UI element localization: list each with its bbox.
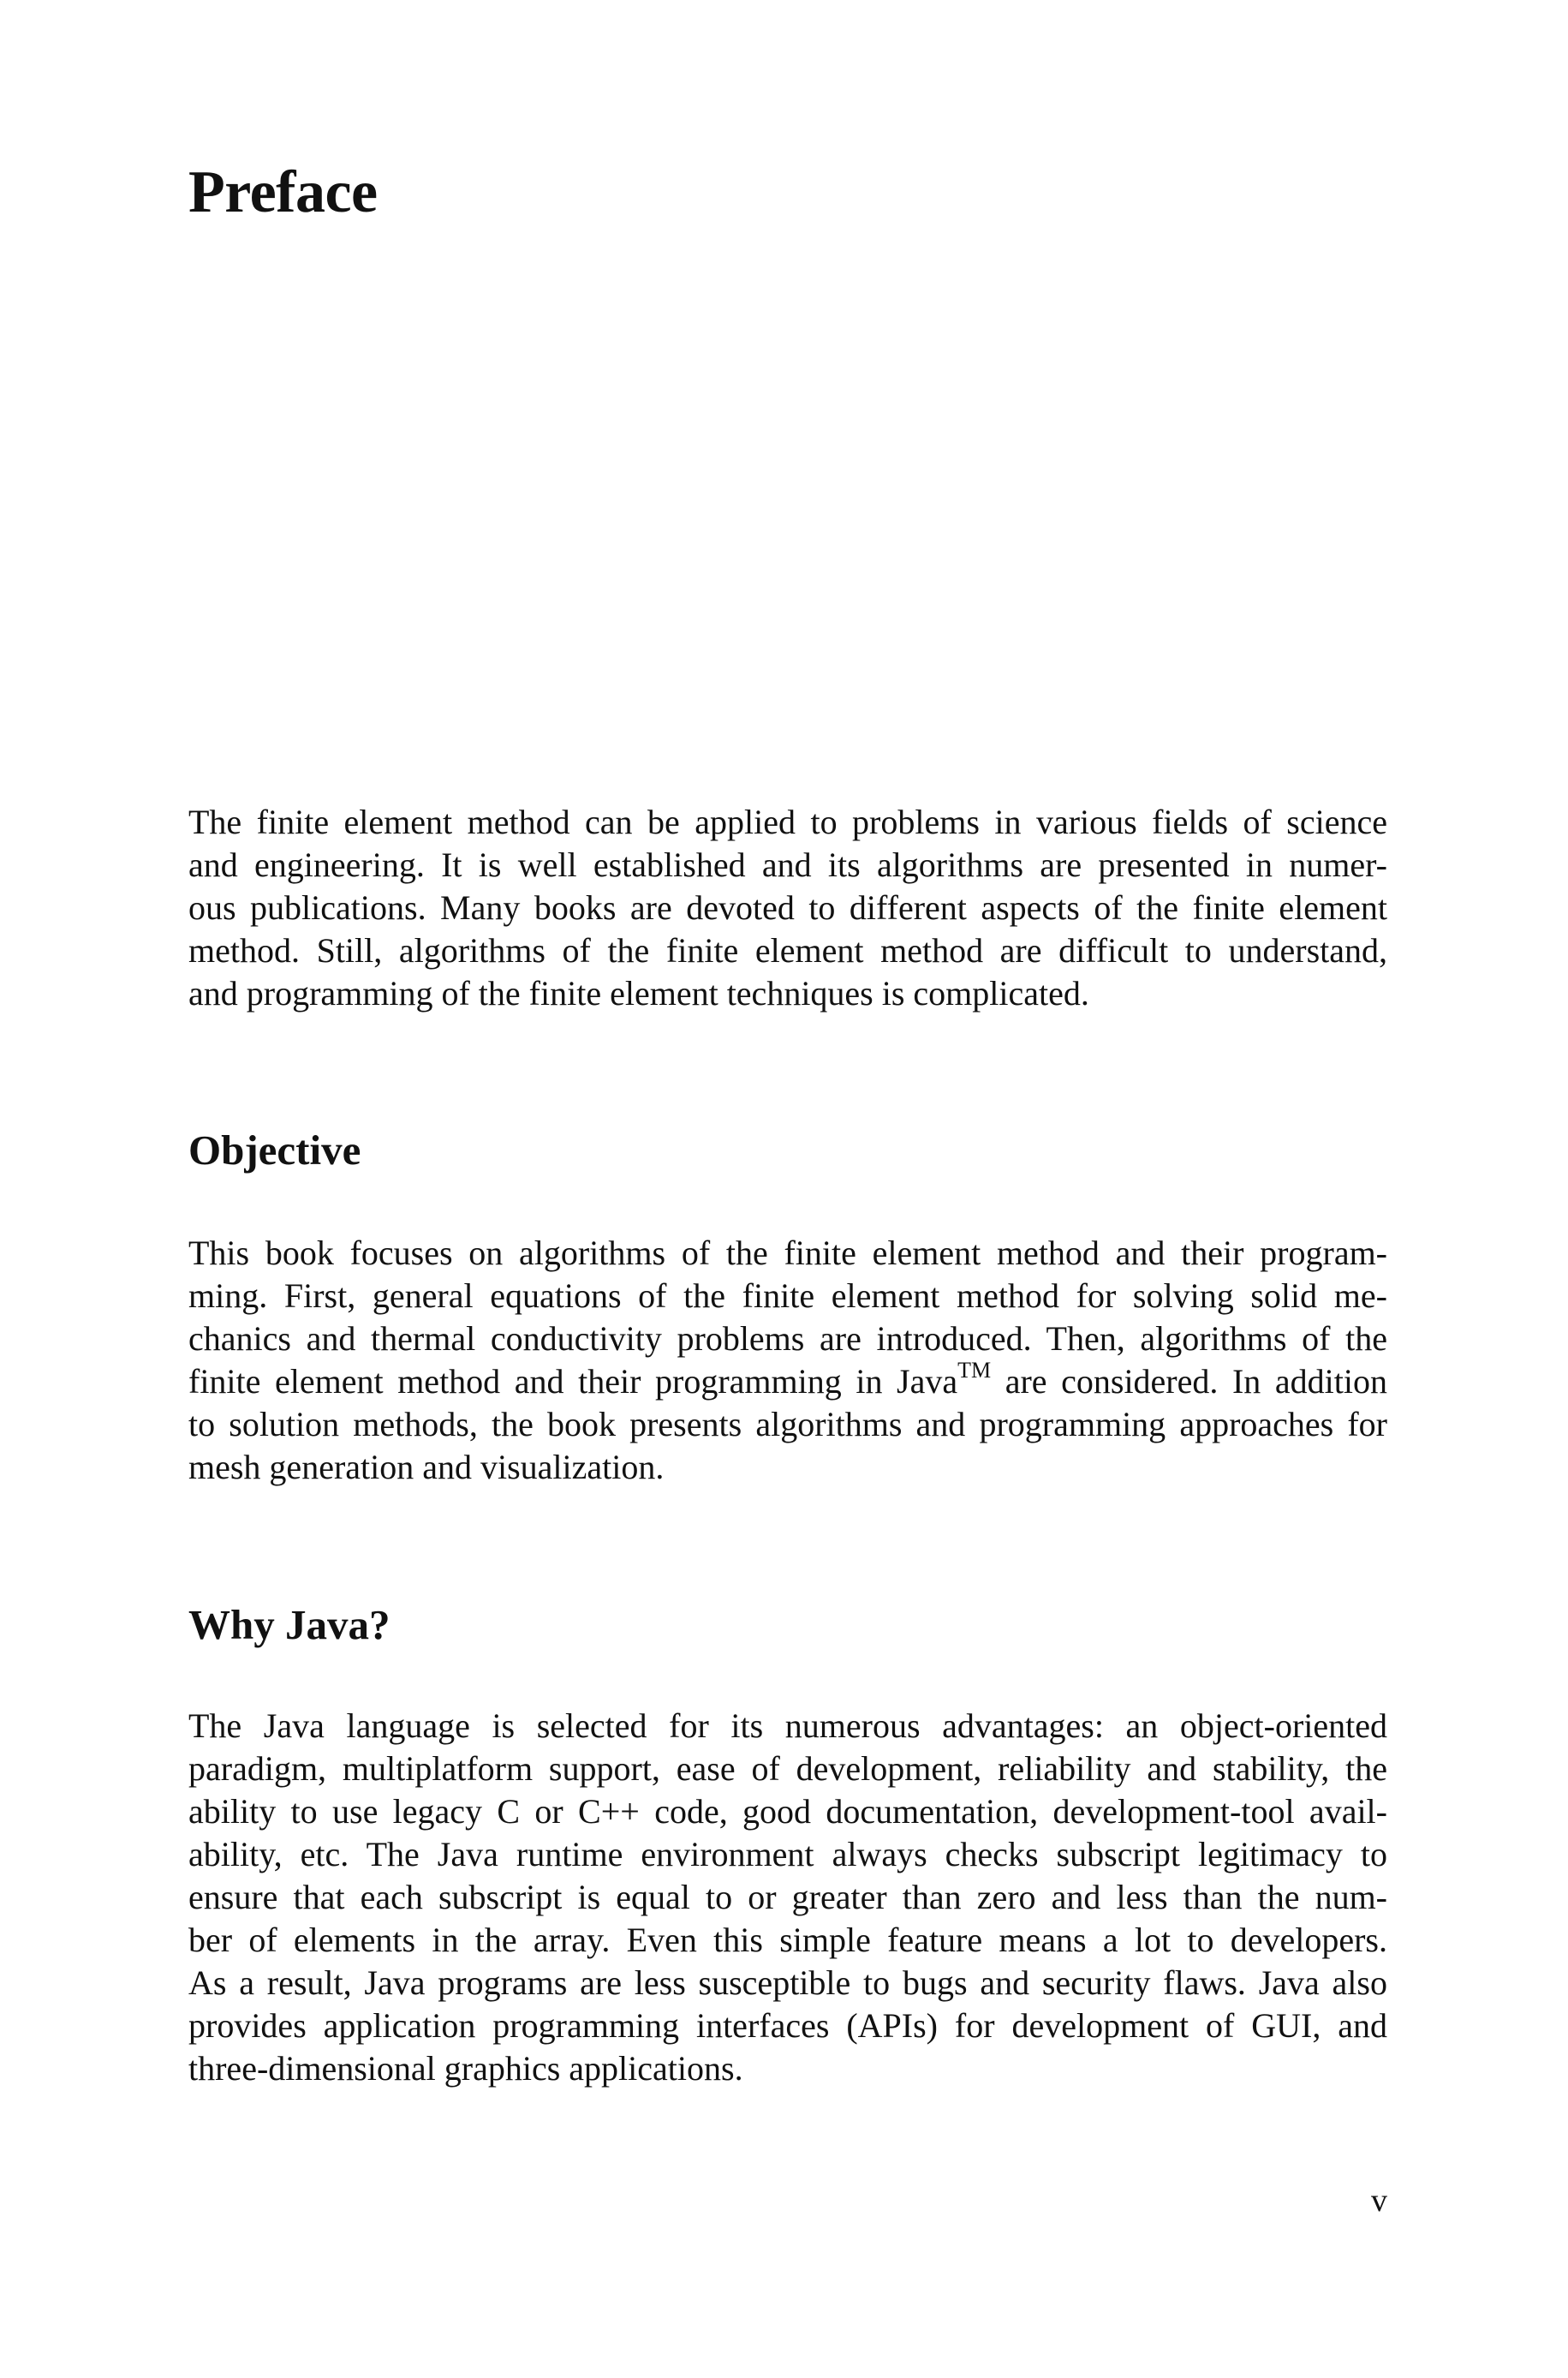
objective-line: chanics and thermal conductivity problems are introduced. Then, algorithms of the [188, 1319, 1387, 1358]
page-title: Preface [188, 159, 378, 225]
page-number: v [1371, 2183, 1387, 2219]
intro-paragraph [188, 801, 1387, 1015]
objective-java-line [188, 1357, 1387, 1403]
intro-line: and programming of the finite element techniques is complicated. [188, 974, 1089, 1013]
trademark-symbol: TM [957, 1357, 992, 1383]
why-java-line: The Java language is selected for its numerous advantages: an object-oriented [188, 1706, 1387, 1745]
intro-line: method. Still, algorithms of the finite element method are difficult to understand, [188, 931, 1387, 970]
objective-line: to solution methods, the book presents algorithms and programming approaches for [188, 1405, 1387, 1443]
java-line-start: finite element method and their programming in Java [188, 1362, 958, 1401]
objective-paragraph [188, 1232, 1387, 1489]
why-java-line: As a result, Java programs are less susceptible to bugs and security flaws. Java also [188, 1963, 1387, 2002]
intro-line: and engineering. It is well established and its algorithms are presented in numer- [188, 845, 1387, 884]
objective-line: This book focuses on algorithms of the finite element method and their program- [188, 1234, 1387, 1272]
intro-line: The finite element method can be applied to problems in various fields of science [188, 803, 1387, 841]
why-java-line: paradigm, multiplatform support, ease of development, reliability and stability, the [188, 1749, 1387, 1788]
objective-line: mesh generation and visualization. [188, 1448, 665, 1486]
why-java-line: ber of elements in the array. Even this simple feature means a lot to developers. [188, 1921, 1387, 1959]
section-heading-why-java: Why Java? [188, 1601, 391, 1648]
objective-line: ming. First, general equations of the finite element method for solving solid me- [188, 1276, 1387, 1315]
why-java-line: provides application programming interfaces (APIs) for development of GUI, and [188, 2006, 1387, 2045]
java-line-end: are considered. In addition [991, 1362, 1387, 1401]
intro-line: ous publications. Many books are devoted to different aspects of the finite element [188, 888, 1387, 927]
why-java-line: ability to use legacy C or C++ code, good documentation, development-tool avail- [188, 1792, 1387, 1831]
why-java-line: three-dimensional graphics applications. [188, 2049, 743, 2088]
section-heading-objective: Objective [188, 1126, 361, 1174]
why-java-line: ability, etc. The Java runtime environment always checks subscript legitimacy to [188, 1835, 1387, 1873]
why-java-paragraph [188, 1705, 1387, 2090]
why-java-line: ensure that each subscript is equal to or greater than zero and less than the num- [188, 1878, 1387, 1916]
